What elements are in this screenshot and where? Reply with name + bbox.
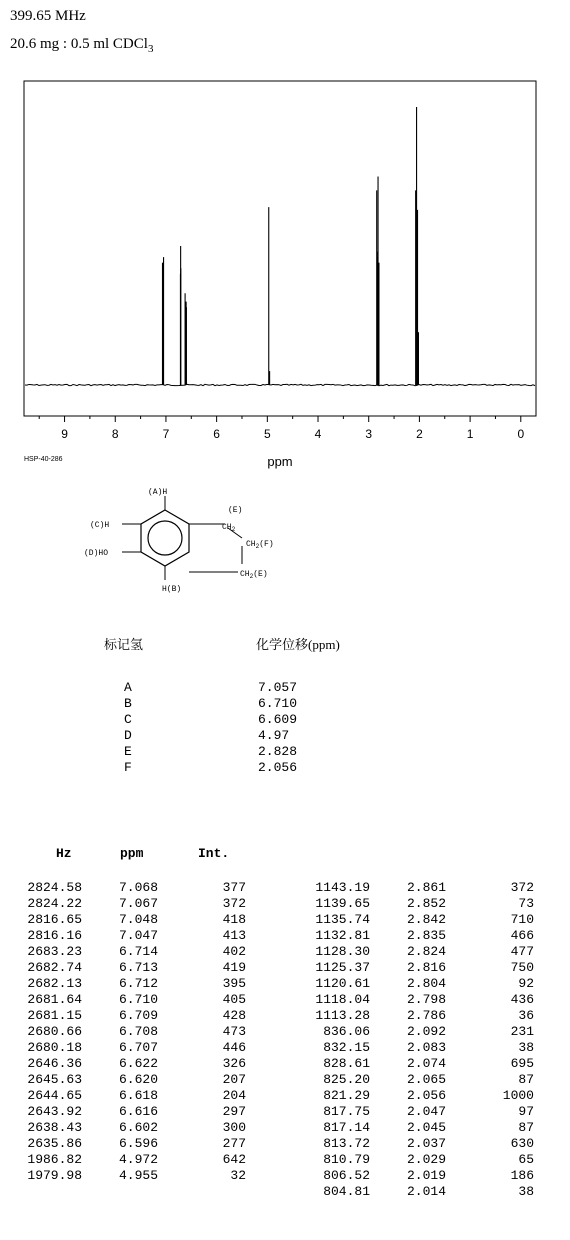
peak-ppm: 2.047 [406, 1104, 446, 1119]
peak-int: 402 [222, 944, 246, 959]
peak-ppm: 2.014 [406, 1184, 446, 1199]
ch2-1-text: CH [222, 523, 232, 532]
peak-hz: 804.81 [323, 1184, 370, 1199]
peak-ppm: 6.709 [118, 1008, 158, 1023]
peak-int: 32 [230, 1168, 246, 1183]
assignment-row [124, 760, 344, 776]
peak-row [314, 880, 534, 896]
peak-row [26, 1168, 246, 1184]
peak-hz: 2635.86 [27, 1136, 82, 1151]
peak-row [314, 1008, 534, 1024]
peak-int: 73 [518, 896, 534, 911]
peak-ppm: 7.068 [118, 880, 158, 895]
peak-row [314, 1040, 534, 1056]
label-hc: (C)H [90, 521, 110, 530]
label-ch2-1 [222, 523, 236, 533]
aromatic-circle [148, 521, 182, 555]
peak-row [26, 1120, 246, 1136]
spectrum-baseline [25, 384, 535, 385]
peak-int: 446 [222, 1040, 246, 1055]
assignment-row [124, 696, 344, 712]
peak-int: 1000 [502, 1088, 534, 1103]
peak-ppm: 2.029 [406, 1152, 446, 1167]
spectrum-line-group [25, 107, 535, 386]
peak-ppm: 2.083 [406, 1040, 446, 1055]
peak-table-right [314, 880, 534, 1200]
peak-ppm: 2.786 [406, 1008, 446, 1023]
peak-ppm: 6.616 [118, 1104, 158, 1119]
x-tick-label: 3 [365, 427, 373, 441]
peak-hz: 2643.92 [27, 1104, 82, 1119]
peak-hz: 1118.04 [315, 992, 370, 1007]
peak-int: 642 [222, 1152, 246, 1167]
peak-row [314, 912, 534, 928]
peak-row [26, 960, 246, 976]
label-ch2-3 [240, 570, 268, 580]
header-hz: Hz [56, 846, 72, 861]
sample-subscript: 3 [147, 43, 154, 55]
assignment-label: C [124, 712, 132, 727]
peak-hz: 2816.16 [27, 928, 82, 943]
assignment-label: B [124, 696, 132, 711]
peak-row [314, 1120, 534, 1136]
x-axis-label: ppm [267, 454, 293, 469]
assignment-shift: 6.710 [258, 696, 298, 711]
peak-int: 38 [518, 1040, 534, 1055]
peak-ppm: 7.067 [118, 896, 158, 911]
peak-row [26, 928, 246, 944]
peak-int: 204 [222, 1088, 246, 1103]
peak-int: 277 [222, 1136, 246, 1151]
assignment-row [124, 712, 344, 728]
peak-ppm: 6.712 [118, 976, 158, 991]
peak-row [314, 976, 534, 992]
benzene-ring [141, 510, 189, 566]
peak-hz: 817.75 [323, 1104, 370, 1119]
x-tick-label: 6 [213, 427, 220, 441]
peak-row [26, 880, 246, 896]
peak-int: 36 [518, 1008, 534, 1023]
peak-hz: 2682.13 [27, 976, 82, 991]
peak-hz: 2682.74 [27, 960, 82, 975]
peak-row [314, 1072, 534, 1088]
molecule-structure [70, 484, 330, 634]
x-tick-label: 9 [61, 427, 68, 441]
x-tick-label: 7 [162, 427, 170, 441]
assignment-shift: 2.828 [258, 744, 298, 759]
peak-row [314, 944, 534, 960]
assignment-shift: 6.609 [258, 712, 298, 727]
peak-ppm: 2.019 [406, 1168, 446, 1183]
peak-row [26, 944, 246, 960]
assignment-row [124, 728, 344, 744]
ch2-3-sub: 2 [249, 573, 254, 580]
x-tick-label: 2 [416, 427, 423, 441]
x-tick-label: 5 [263, 427, 271, 441]
peak-int: 297 [222, 1104, 246, 1119]
assignment-label: F [124, 760, 132, 775]
peak-row [26, 1136, 246, 1152]
peak-row [26, 896, 246, 912]
peak-int: 186 [510, 1168, 534, 1183]
peak-int: 97 [518, 1104, 534, 1119]
peak-int: 377 [222, 880, 246, 895]
label-ch2-2 [246, 540, 274, 550]
peak-hz: 2644.65 [27, 1088, 82, 1103]
peak-int: 207 [222, 1072, 246, 1087]
label-ha: (A)H [148, 488, 168, 497]
peak-row [26, 1072, 246, 1088]
peak-ppm: 2.861 [406, 880, 446, 895]
label-e-bot: (E) [253, 570, 268, 579]
peak-row [26, 912, 246, 928]
x-axis [39, 416, 524, 441]
peak-ppm: 2.824 [406, 944, 446, 959]
peak-hz: 2646.36 [27, 1056, 82, 1071]
spectrometer-frequency: 399.65 MHz [10, 8, 86, 24]
peak-hz: 2824.58 [27, 880, 82, 895]
peak-ppm: 2.074 [406, 1056, 446, 1071]
peak-int: 428 [222, 1008, 246, 1023]
peak-hz: 817.14 [323, 1120, 370, 1135]
peak-row [314, 1056, 534, 1072]
peak-int: 231 [510, 1024, 534, 1039]
peak-hz: 810.79 [323, 1152, 370, 1167]
peak-int: 473 [222, 1024, 246, 1039]
peak-hz: 2638.43 [27, 1120, 82, 1135]
plot-frame [24, 81, 536, 416]
peak-ppm: 2.037 [406, 1136, 446, 1151]
peak-ppm: 2.065 [406, 1072, 446, 1087]
peak-int: 87 [518, 1120, 534, 1135]
assignment-header [104, 634, 404, 654]
ch2-3-text: CH [240, 570, 250, 579]
peak-row [314, 1152, 534, 1168]
label-hod: (D)HO [84, 549, 109, 558]
peak-int: 418 [222, 912, 246, 927]
assignment-shift: 7.057 [258, 680, 298, 695]
peak-row [26, 1088, 246, 1104]
peak-hz: 2680.18 [27, 1040, 82, 1055]
peak-row [314, 992, 534, 1008]
peak-hz: 1143.19 [315, 880, 370, 895]
peak-hz: 806.52 [323, 1168, 370, 1183]
peak-ppm: 2.056 [406, 1088, 446, 1103]
peak-int: 372 [222, 896, 246, 911]
peak-row [26, 1056, 246, 1072]
peak-row [314, 1136, 534, 1152]
peak-hz: 2681.15 [27, 1008, 82, 1023]
peak-row [26, 1152, 246, 1168]
peak-int: 300 [222, 1120, 246, 1135]
ch2-1-sub: 2 [231, 526, 236, 533]
peak-ppm: 6.713 [118, 960, 158, 975]
peak-hz: 821.29 [323, 1088, 370, 1103]
peak-ppm: 4.972 [118, 1152, 158, 1167]
peak-hz: 1125.37 [315, 960, 370, 975]
peak-int: 750 [510, 960, 534, 975]
col-shift-header: 化学位移(ppm) [256, 637, 340, 652]
peak-ppm: 6.710 [118, 992, 158, 1007]
peak-row [314, 896, 534, 912]
peak-ppm: 2.045 [406, 1120, 446, 1135]
peak-int: 65 [518, 1152, 534, 1167]
peak-ppm: 2.842 [406, 912, 446, 927]
peak-row [26, 992, 246, 1008]
peak-int: 477 [510, 944, 534, 959]
label-hb: H(B) [162, 585, 182, 594]
peak-row [314, 1104, 534, 1120]
peak-hz: 1139.65 [315, 896, 370, 911]
peak-hz: 825.20 [323, 1072, 370, 1087]
peak-int: 326 [222, 1056, 246, 1071]
peak-hz: 2683.23 [27, 944, 82, 959]
peak-int: 466 [510, 928, 534, 943]
peak-hz: 1986.82 [27, 1152, 82, 1167]
peak-hz: 2681.64 [27, 992, 82, 1007]
peak-hz: 828.61 [323, 1056, 370, 1071]
assignment-label: D [124, 728, 132, 743]
peak-row [26, 976, 246, 992]
assignment-row [124, 680, 344, 696]
x-tick-label: 4 [314, 427, 322, 441]
assignment-shift: 2.056 [258, 760, 298, 775]
assignment-table [124, 680, 344, 776]
assignment-label: A [124, 680, 132, 695]
peak-int: 436 [510, 992, 534, 1007]
peak-hz: 1979.98 [27, 1168, 82, 1183]
peak-table-left [26, 880, 246, 1184]
nmr-spectrum-chart [0, 0, 570, 475]
peak-int: 38 [518, 1184, 534, 1199]
peak-ppm: 7.048 [118, 912, 158, 927]
sample-text: 20.6 mg : 0.5 ml CDCl [10, 36, 148, 52]
peak-int: 630 [510, 1136, 534, 1151]
peak-int: 695 [510, 1056, 534, 1071]
peak-int: 419 [222, 960, 246, 975]
ch2-2-text: CH [246, 540, 256, 549]
peak-ppm: 2.835 [406, 928, 446, 943]
peak-row [26, 1024, 246, 1040]
assignment-row [124, 744, 344, 760]
header-ppm: ppm [120, 846, 144, 861]
header-int: Int. [198, 846, 230, 861]
peak-ppm: 6.596 [118, 1136, 158, 1151]
peak-row [26, 1104, 246, 1120]
peak-hz: 1128.30 [315, 944, 370, 959]
sample-code: HSP-40-286 [24, 456, 63, 463]
peak-hz: 836.06 [323, 1024, 370, 1039]
peak-ppm: 4.955 [118, 1168, 158, 1183]
peak-int: 372 [510, 880, 534, 895]
peak-hz: 2816.65 [27, 912, 82, 927]
assignment-shift: 4.97 [258, 728, 290, 743]
col-label-header: 标记氢 [104, 637, 144, 652]
peak-row [314, 1184, 534, 1200]
peak-int: 92 [518, 976, 534, 991]
peak-ppm: 6.618 [118, 1088, 158, 1103]
peak-row [314, 1024, 534, 1040]
peak-int: 395 [222, 976, 246, 991]
x-tick-label: 0 [517, 427, 525, 441]
peak-int: 405 [222, 992, 246, 1007]
peak-ppm: 6.707 [118, 1040, 158, 1055]
peak-hz: 832.15 [323, 1040, 370, 1055]
peak-ppm: 2.798 [406, 992, 446, 1007]
peak-ppm: 2.816 [406, 960, 446, 975]
x-tick-label: 1 [466, 427, 474, 441]
peak-hz: 2645.63 [27, 1072, 82, 1087]
peak-row [26, 1008, 246, 1024]
peak-row [314, 1088, 534, 1104]
peak-hz: 1113.28 [315, 1008, 370, 1023]
peak-hz: 813.72 [323, 1136, 370, 1151]
peak-table-header [56, 846, 256, 866]
peak-ppm: 6.622 [118, 1056, 158, 1071]
peak-ppm: 2.092 [406, 1024, 446, 1039]
peak-int: 710 [510, 912, 534, 927]
peak-ppm: 6.714 [118, 944, 158, 959]
peak-ppm: 2.852 [406, 896, 446, 911]
peak-hz: 2824.22 [27, 896, 82, 911]
peak-hz: 1132.81 [315, 928, 370, 943]
peak-int: 413 [222, 928, 246, 943]
peak-row [314, 1168, 534, 1184]
peak-hz: 1135.74 [315, 912, 370, 927]
peak-row [314, 928, 534, 944]
x-tick-label: 8 [111, 427, 119, 441]
ch2-2-sub: 2 [255, 543, 260, 550]
peak-ppm: 6.708 [118, 1024, 158, 1039]
peak-hz: 2680.66 [27, 1024, 82, 1039]
label-e-top: (E) [228, 506, 243, 515]
peak-ppm: 7.047 [118, 928, 158, 943]
peak-ppm: 6.620 [118, 1072, 158, 1087]
peak-int: 87 [518, 1072, 534, 1087]
peak-hz: 1120.61 [315, 976, 370, 991]
peak-row [26, 1040, 246, 1056]
peak-ppm: 2.804 [406, 976, 446, 991]
label-f: (F) [259, 540, 274, 549]
assignment-label: E [124, 744, 132, 759]
peak-row [314, 960, 534, 976]
peak-ppm: 6.602 [118, 1120, 158, 1135]
